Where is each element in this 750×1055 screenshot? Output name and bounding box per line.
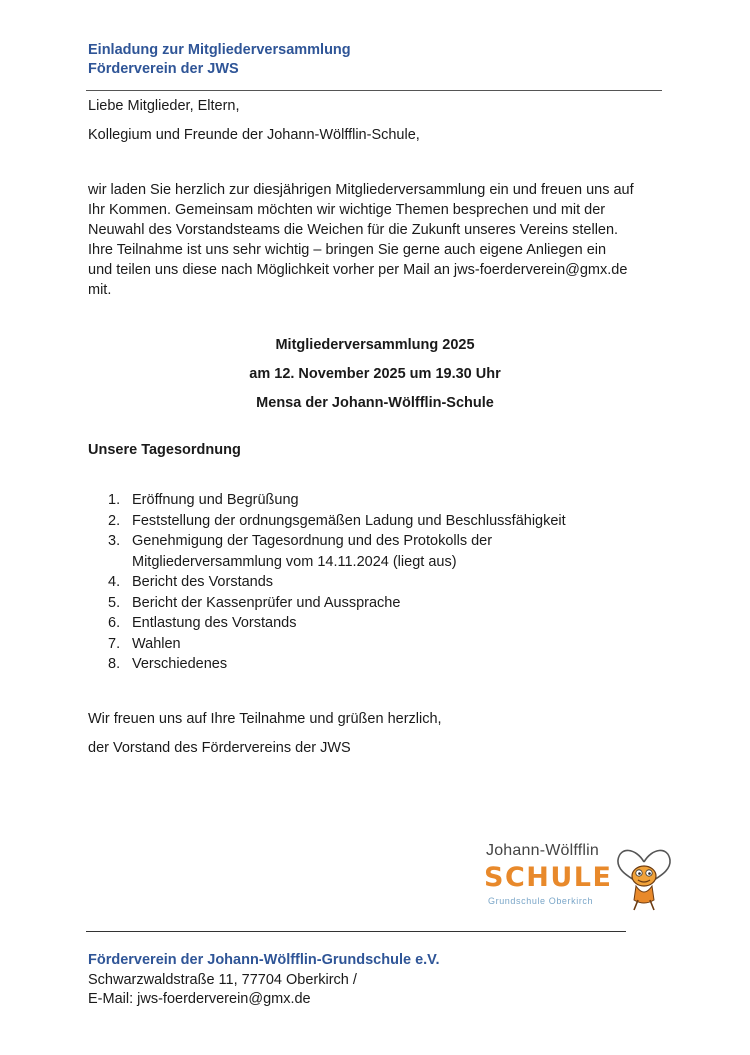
closing-line2: der Vorstand des Fördervereins der JWS — [88, 740, 351, 756]
agenda-item — [108, 572, 648, 593]
logo-main-text: SCHULE — [484, 862, 613, 893]
agenda-item-text — [132, 531, 492, 572]
footer-org-name: Förderverein der Johann-Wölfflin-Grundschule e.V. — [88, 952, 440, 968]
agenda-item-number: 1. — [108, 492, 121, 508]
salutation-line2: Kollegium und Freunde der Johann-Wölfflin-Schule, — [88, 127, 420, 143]
agenda-heading: Unsere Tagesordnung — [88, 442, 241, 458]
agenda-item-text-line: Mitgliederversammlung vom 14.11.2024 (liegt aus) — [132, 553, 457, 570]
body-line: Ihre Teilnahme ist uns sehr wichtig – bringen Sie gerne auch eigene Anliegen ein — [88, 242, 607, 258]
agenda-item-text-line: Genehmigung der Tagesordnung und des Protokolls der — [132, 533, 493, 549]
body-line: wir laden Sie herzlich zur diesjährigen Mitgliederversammlung ein und freuen uns auf — [88, 182, 634, 198]
header-title-line1: Einladung zur Mitgliederversammlung — [88, 42, 351, 58]
agenda-item-number: 3. — [108, 533, 121, 549]
body-line: mit. — [88, 282, 112, 298]
agenda-item-number: 2. — [108, 512, 121, 529]
event-datetime: am 12. November 2025 um 19.30 Uhr — [249, 366, 501, 382]
agenda-item-text: Eröffnung und Begrüßung — [132, 492, 299, 508]
body-line: und teilen uns diese nach Möglichkeit vorher per Mail an jws-foerderverein@gmx.de — [88, 262, 628, 278]
agenda-item — [108, 531, 648, 572]
agenda-item — [108, 511, 648, 532]
footer-email: E-Mail: jws-foerderverein@gmx.de — [88, 991, 311, 1007]
salutation-line1: Liebe Mitglieder, Eltern, — [88, 98, 240, 114]
agenda-item — [108, 593, 648, 614]
agenda-item-text: Bericht des Vorstands — [132, 574, 274, 590]
agenda-item-number: 6. — [108, 615, 121, 631]
mascot-figure-icon — [614, 840, 674, 912]
body-line: Ihr Kommen. Gemeinsam möchten wir wichtige Themen besprechen und mit der — [88, 202, 606, 218]
agenda-item-text: Verschiedenes — [132, 656, 228, 672]
agenda-item-number: 5. — [108, 594, 121, 611]
agenda-item-text: Bericht der Kassenprüfer und Aussprache — [132, 594, 401, 611]
document-header — [88, 41, 351, 79]
closing-line1: Wir freuen uns auf Ihre Teilnahme und grüßen herzlich, — [88, 711, 442, 727]
footer-address: Schwarzwaldstraße 11, 77704 Oberkirch / — [88, 972, 357, 988]
agenda-item — [108, 613, 648, 634]
school-logo — [480, 838, 676, 916]
agenda-item-text: Wahlen — [132, 635, 181, 652]
footer-divider — [86, 931, 626, 932]
logo-top-text: Johann-Wölfflin — [486, 842, 599, 859]
header-divider — [86, 90, 662, 91]
agenda-item — [108, 490, 648, 511]
header-title-line2: Förderverein der JWS — [88, 61, 239, 77]
event-location: Mensa der Johann-Wölfflin-Schule — [256, 395, 494, 411]
agenda-item-number: 4. — [108, 574, 121, 590]
agenda-item — [108, 654, 648, 675]
agenda-item-number: 7. — [108, 635, 121, 652]
agenda-item — [108, 634, 648, 655]
body-line: Neuwahl des Vorstandsteams die Weichen für die Zukunft unseres Vereins stellen. — [88, 222, 619, 238]
agenda-item-text: Feststellung der ordnungsgemäßen Ladung und Beschlussfähigkeit — [132, 512, 566, 529]
agenda-item-number: 8. — [108, 656, 121, 672]
agenda-list — [108, 490, 648, 675]
event-title: Mitgliederversammlung 2025 — [275, 337, 475, 353]
logo-sub-text: Grundschule Oberkirch — [488, 896, 594, 906]
agenda-item-text: Entlastung des Vorstands — [132, 615, 297, 631]
